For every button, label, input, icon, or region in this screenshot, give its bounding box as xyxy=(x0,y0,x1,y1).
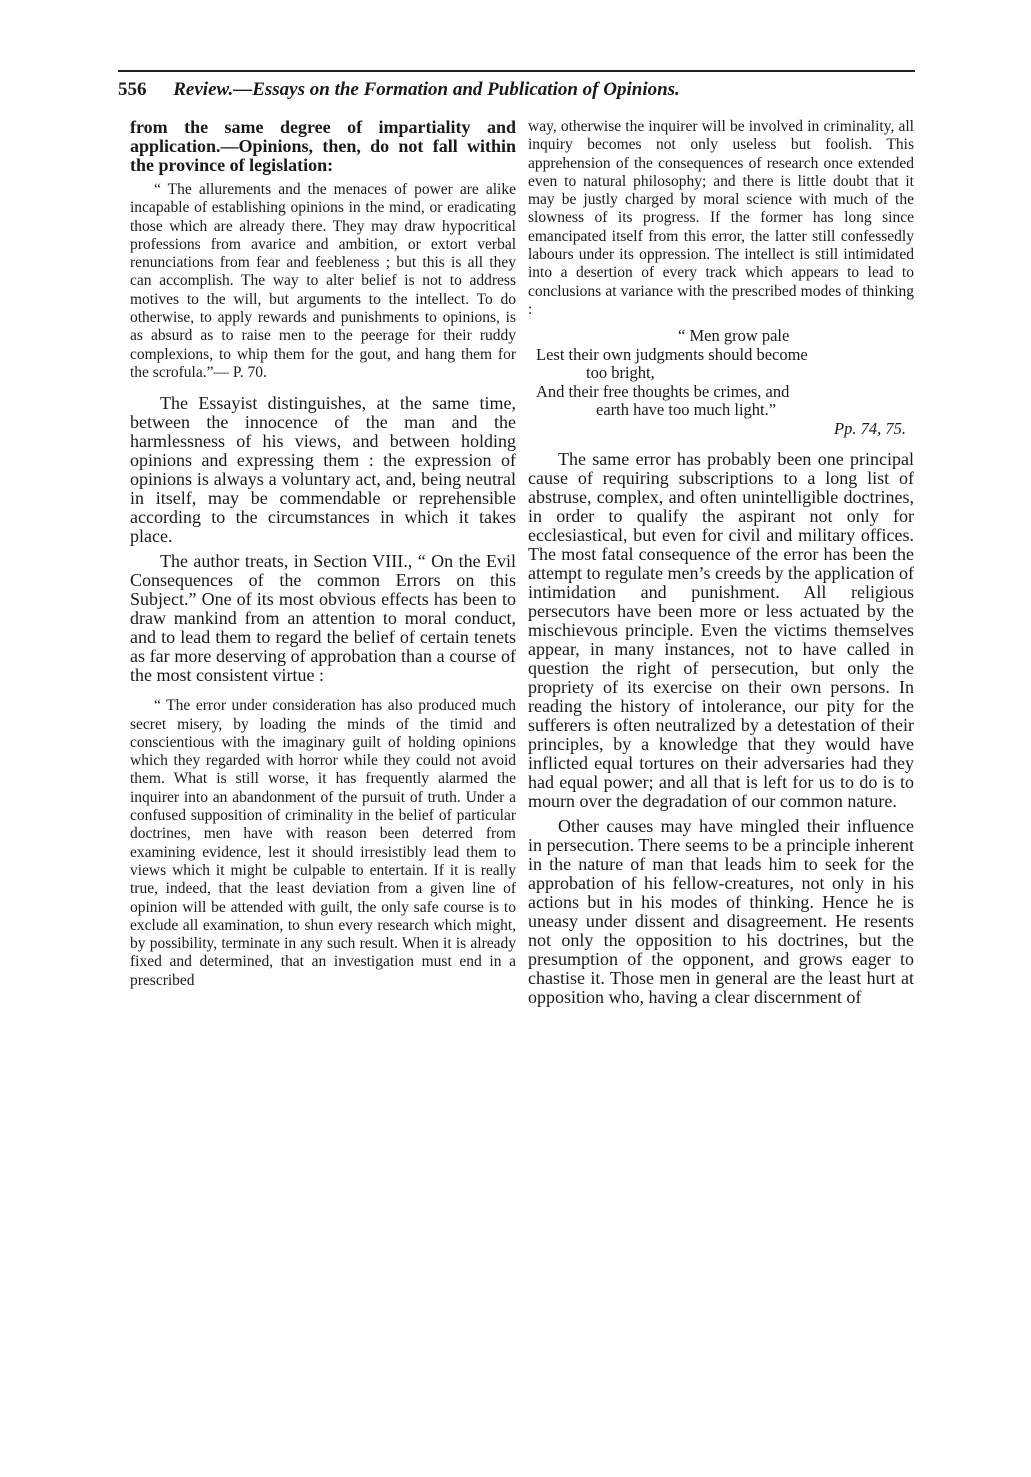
paragraph-other-causes: Other causes may have mingled their influence in persecution. There seems to be a principle inherent in the nature of man that leads him to seek for the approbation of his fellow-creatures, not only in his actions but in his modes of thinking. Hence he is uneasy under dissent and disagreement. He resents not only the opposition to his doctrines, but the presumption of the opponent, and grows eager to chastise it. Those men in general are the least hurt at opposition who, having a clear discernment of xyxy=(528,816,914,1008)
block-quote-continued: way, otherwise the inquirer will be involved in criminality, all inquiry becomes not only useless but foolish. This apprehension of the consequences of research once extended even to natural philosophy; and there is little doubt that it may be justly charged by moral science with much of the slowness of its progress. If the former has long since emancipated itself from this error, the latter still confessedly labours under its oppression. The intellect is still intimidated into a desertion of every track which appears to lead to conclusions at variance with the prescribed modes of thinking : xyxy=(528,118,914,318)
block-quote-allurements: “ The allurements and the menaces of power are alike incapable of establishing opinions in the mind, or eradicating those which are already there. They may draw hypocritical professions from avarice and ambition, or extort verbal renunciations from fear and feebleness ; but this is all they can accomplish. The way to alter belief is not to address motives to the will, but arguments to the intellect. To do otherwise, to apply rewards and punishments to opinions, is as absurd as to raise men to the peerage for their ruddy complexions, to whip them for the gout, and hang them for the scrofula.”— P. 70. xyxy=(130,181,516,381)
verse-line-2a: Lest their own judgments should become xyxy=(536,344,808,364)
opening-paragraph: from the same degree of impartiality and application.—Opinions, then, do not fall within the province of legislation: xyxy=(130,117,516,175)
verse-line-2b: too bright, xyxy=(586,363,655,383)
paragraph-essayist-distinguishes: The Essayist distinguishes, at the same time, between the innocence of the man and the harmlessness of his views, and between holding opinions and expressing them : the expression of opinions is always a voluntary act, and, being neutral in itself, may be commendable or reprehensible according to the circumstances in which it takes place. xyxy=(130,393,516,547)
verse-line-3a: And their free thoughts be crimes, and xyxy=(536,381,790,401)
verse-quotation xyxy=(528,327,914,438)
verse-page-reference: Pp. 74, 75. xyxy=(834,418,906,438)
left-column xyxy=(130,118,516,990)
page-header xyxy=(118,76,918,104)
block-quote-error: “ The error under consideration has also produced much secret misery, by loading the minds of the timid and conscientious with the imaginary guilt of holding opinions which they regarded with horror while they could not avoid them. What is still worse, it has frequently alarmed the inquirer into an abandonment of the pursuit of truth. Under a confused supposition of criminality in the belief of particular doctrines, men have with reason been deterred from examining evidence, lest it should irresistibly lead them to views which it might be culpable to entertain. If it is really true, indeed, that the least deviation from a given line of opinion will be attended with guilt, the only safe course is to exclude all examination, to shun every research which might, by possibility, terminate in any such result. When it is already fixed and determined, that an investigation must end in a prescribed xyxy=(130,697,516,989)
header-rule xyxy=(118,70,915,72)
right-column xyxy=(528,118,914,1007)
paragraph-section-viii: The author treats, in Section VIII., “ On the Evil Consequences of the common Errors on this Subject.” One of its most obvious effects has been to draw mankind from an attention to moral conduct, and to lead them to regard the belief of certain tenets as far more deserving of approbation than a course of the most consistent virtue : xyxy=(130,551,516,686)
paragraph-same-error: The same error has probably been one principal cause of requiring subscriptions to a long list of abstruse, complex, and often unintelligible doctrines, in order to qualify the aspirant not only for ecclesiastical, but even for civil and military offices. The most fatal consequence of the error has been the attempt to regulate men’s creeds by the application of intimidation and punishment. All religious persecutors have been more or less actuated by the mischievous principle. Even the victims themselves appear, in many instances, not to have called in question the right of persecution, but only the propriety of its exercise on their own persons. In reading the history of intolerance, our pity for the sufferers is often neutralized by a detestation of their principles, by a knowledge that they would have inflicted equal tortures on their adversaries had they had equal power; and all that is left for us to do is to mourn over the degradation of our common nature. xyxy=(528,449,914,812)
page-number: 556 xyxy=(118,79,147,100)
verse-line-1: “ Men grow pale xyxy=(678,326,790,346)
verse-line-3b: earth have too much light.” xyxy=(596,400,777,420)
running-title: Review.—Essays on the Formation and Publication of Opinions. xyxy=(173,79,680,100)
